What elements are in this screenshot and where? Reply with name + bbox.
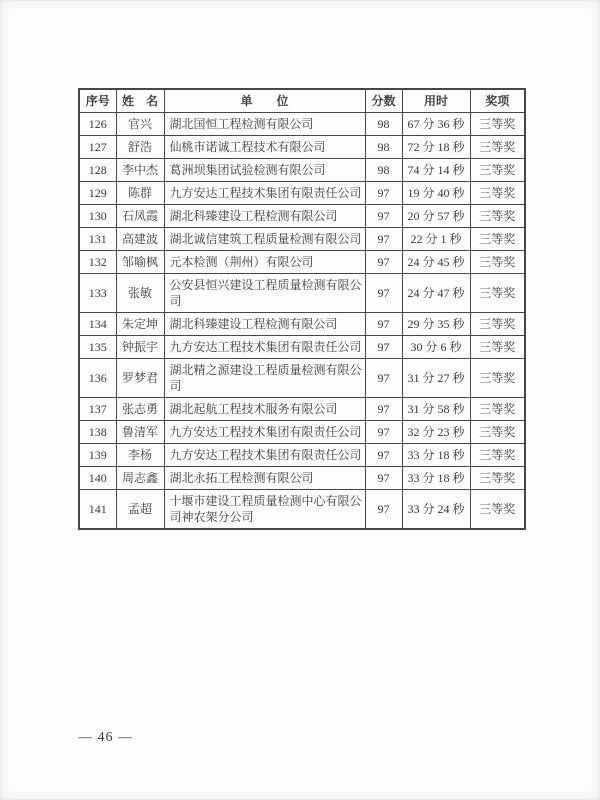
cell-award: 三等奖: [470, 251, 525, 274]
cell-score: 97: [365, 490, 402, 530]
table-row: [79, 490, 525, 530]
cell-award: 三等奖: [470, 182, 525, 205]
table-row: [79, 251, 525, 274]
cell-award: 三等奖: [470, 228, 525, 251]
table-row: [79, 421, 525, 444]
column-header-no: 序号: [79, 89, 116, 113]
cell-award: 三等奖: [470, 205, 525, 228]
cell-award: 三等奖: [470, 398, 525, 421]
cell-time: 22 分 1 秒: [402, 228, 470, 251]
table-row: [79, 182, 525, 205]
cell-no: 131: [79, 228, 116, 251]
cell-no: 128: [79, 159, 116, 182]
table-row: [79, 359, 525, 398]
cell-no: 136: [79, 359, 116, 398]
cell-award: 三等奖: [470, 444, 525, 467]
cell-score: 97: [365, 274, 402, 313]
cell-award: 三等奖: [470, 467, 525, 490]
cell-no: 127: [79, 136, 116, 159]
cell-time: 33 分 18 秒: [402, 467, 470, 490]
cell-score: 97: [365, 205, 402, 228]
cell-unit: 湖北诚信建筑工程质量检测有限公司: [164, 228, 365, 251]
cell-time: 31 分 27 秒: [402, 359, 470, 398]
cell-unit: 湖北科臻建设工程检测有限公司: [164, 205, 365, 228]
table-body: [79, 113, 525, 530]
table-row: [79, 113, 525, 136]
cell-time: 29 分 35 秒: [402, 313, 470, 336]
cell-time: 19 分 40 秒: [402, 182, 470, 205]
cell-time: 74 分 14 秒: [402, 159, 470, 182]
cell-no: 139: [79, 444, 116, 467]
cell-time: 24 分 45 秒: [402, 251, 470, 274]
cell-unit: 九方安达工程技术集团有限责任公司: [164, 421, 365, 444]
cell-no: 134: [79, 313, 116, 336]
table-row: [79, 228, 525, 251]
cell-unit: 湖北起航工程技术服务有限公司: [164, 398, 365, 421]
cell-time: 72 分 18 秒: [402, 136, 470, 159]
cell-unit: 九方安达工程技术集团有限责任公司: [164, 336, 365, 359]
cell-no: 126: [79, 113, 116, 136]
cell-no: 133: [79, 274, 116, 313]
cell-name: 官兴: [116, 113, 164, 136]
cell-award: 三等奖: [470, 274, 525, 313]
cell-score: 97: [365, 444, 402, 467]
table-row: [79, 467, 525, 490]
column-header-score: 分数: [365, 89, 402, 113]
cell-unit: 十堰市建设工程质量检测中心有限公司神农架分公司: [164, 490, 365, 530]
cell-no: 137: [79, 398, 116, 421]
cell-name: 高建波: [116, 228, 164, 251]
table-row: [79, 336, 525, 359]
cell-unit: 仙桃市诺诚工程技术有限公司: [164, 136, 365, 159]
column-header-award: 奖项: [470, 89, 525, 113]
results-table: [78, 88, 526, 530]
cell-score: 97: [365, 228, 402, 251]
column-header-unit: 单 位: [164, 89, 365, 113]
cell-award: 三等奖: [470, 159, 525, 182]
cell-name: 舒浩: [116, 136, 164, 159]
table-row: [79, 398, 525, 421]
cell-time: 32 分 23 秒: [402, 421, 470, 444]
cell-award: 三等奖: [470, 136, 525, 159]
cell-score: 97: [365, 467, 402, 490]
cell-unit: 湖北科臻建设工程检测有限公司: [164, 313, 365, 336]
cell-unit: 元本检测（荆州）有限公司: [164, 251, 365, 274]
cell-name: 李杨: [116, 444, 164, 467]
cell-award: 三等奖: [470, 359, 525, 398]
cell-no: 135: [79, 336, 116, 359]
column-header-name: 姓 名: [116, 89, 164, 113]
cell-award: 三等奖: [470, 490, 525, 530]
cell-score: 97: [365, 359, 402, 398]
cell-no: 130: [79, 205, 116, 228]
cell-name: 孟超: [116, 490, 164, 530]
cell-no: 140: [79, 467, 116, 490]
cell-name: 石凤霞: [116, 205, 164, 228]
cell-name: 李中杰: [116, 159, 164, 182]
cell-award: 三等奖: [470, 313, 525, 336]
cell-time: 20 分 57 秒: [402, 205, 470, 228]
cell-score: 98: [365, 136, 402, 159]
cell-unit: 湖北精之源建设工程质量检测有限公司: [164, 359, 365, 398]
cell-no: 129: [79, 182, 116, 205]
column-header-time: 用时: [402, 89, 470, 113]
cell-no: 138: [79, 421, 116, 444]
cell-score: 97: [365, 336, 402, 359]
page-number: — 46 —: [78, 730, 133, 745]
table-row: [79, 205, 525, 228]
cell-name: 邹喻枫: [116, 251, 164, 274]
cell-award: 三等奖: [470, 336, 525, 359]
table-row: [79, 159, 525, 182]
cell-unit: 九方安达工程技术集团有限责任公司: [164, 182, 365, 205]
cell-no: 141: [79, 490, 116, 530]
cell-score: 97: [365, 182, 402, 205]
cell-award: 三等奖: [470, 421, 525, 444]
cell-score: 98: [365, 113, 402, 136]
cell-time: 33 分 18 秒: [402, 444, 470, 467]
cell-name: 钟振宇: [116, 336, 164, 359]
cell-time: 67 分 36 秒: [402, 113, 470, 136]
cell-time: 33 分 24 秒: [402, 490, 470, 530]
cell-time: 31 分 58 秒: [402, 398, 470, 421]
cell-score: 97: [365, 313, 402, 336]
cell-name: 朱定坤: [116, 313, 164, 336]
cell-time: 30 分 6 秒: [402, 336, 470, 359]
cell-name: 鲁清军: [116, 421, 164, 444]
cell-score: 97: [365, 251, 402, 274]
table-row: [79, 136, 525, 159]
table-row: [79, 444, 525, 467]
cell-score: 98: [365, 159, 402, 182]
cell-unit: 湖北国恒工程检测有限公司: [164, 113, 365, 136]
cell-unit: 葛洲坝集团试验检测有限公司: [164, 159, 365, 182]
cell-unit: 九方安达工程技术集团有限责任公司: [164, 444, 365, 467]
cell-name: 张志勇: [116, 398, 164, 421]
cell-no: 132: [79, 251, 116, 274]
cell-name: 周志鑫: [116, 467, 164, 490]
cell-unit: 湖北永拓工程检测有限公司: [164, 467, 365, 490]
cell-unit: 公安县恒兴建设工程质量检测有限公司: [164, 274, 365, 313]
cell-time: 24 分 47 秒: [402, 274, 470, 313]
cell-name: 张敏: [116, 274, 164, 313]
table-header-row: [79, 89, 525, 113]
cell-score: 97: [365, 398, 402, 421]
table-row: [79, 313, 525, 336]
table-row: [79, 274, 525, 313]
cell-award: 三等奖: [470, 113, 525, 136]
cell-score: 97: [365, 421, 402, 444]
cell-name: 陈群: [116, 182, 164, 205]
cell-name: 罗梦君: [116, 359, 164, 398]
